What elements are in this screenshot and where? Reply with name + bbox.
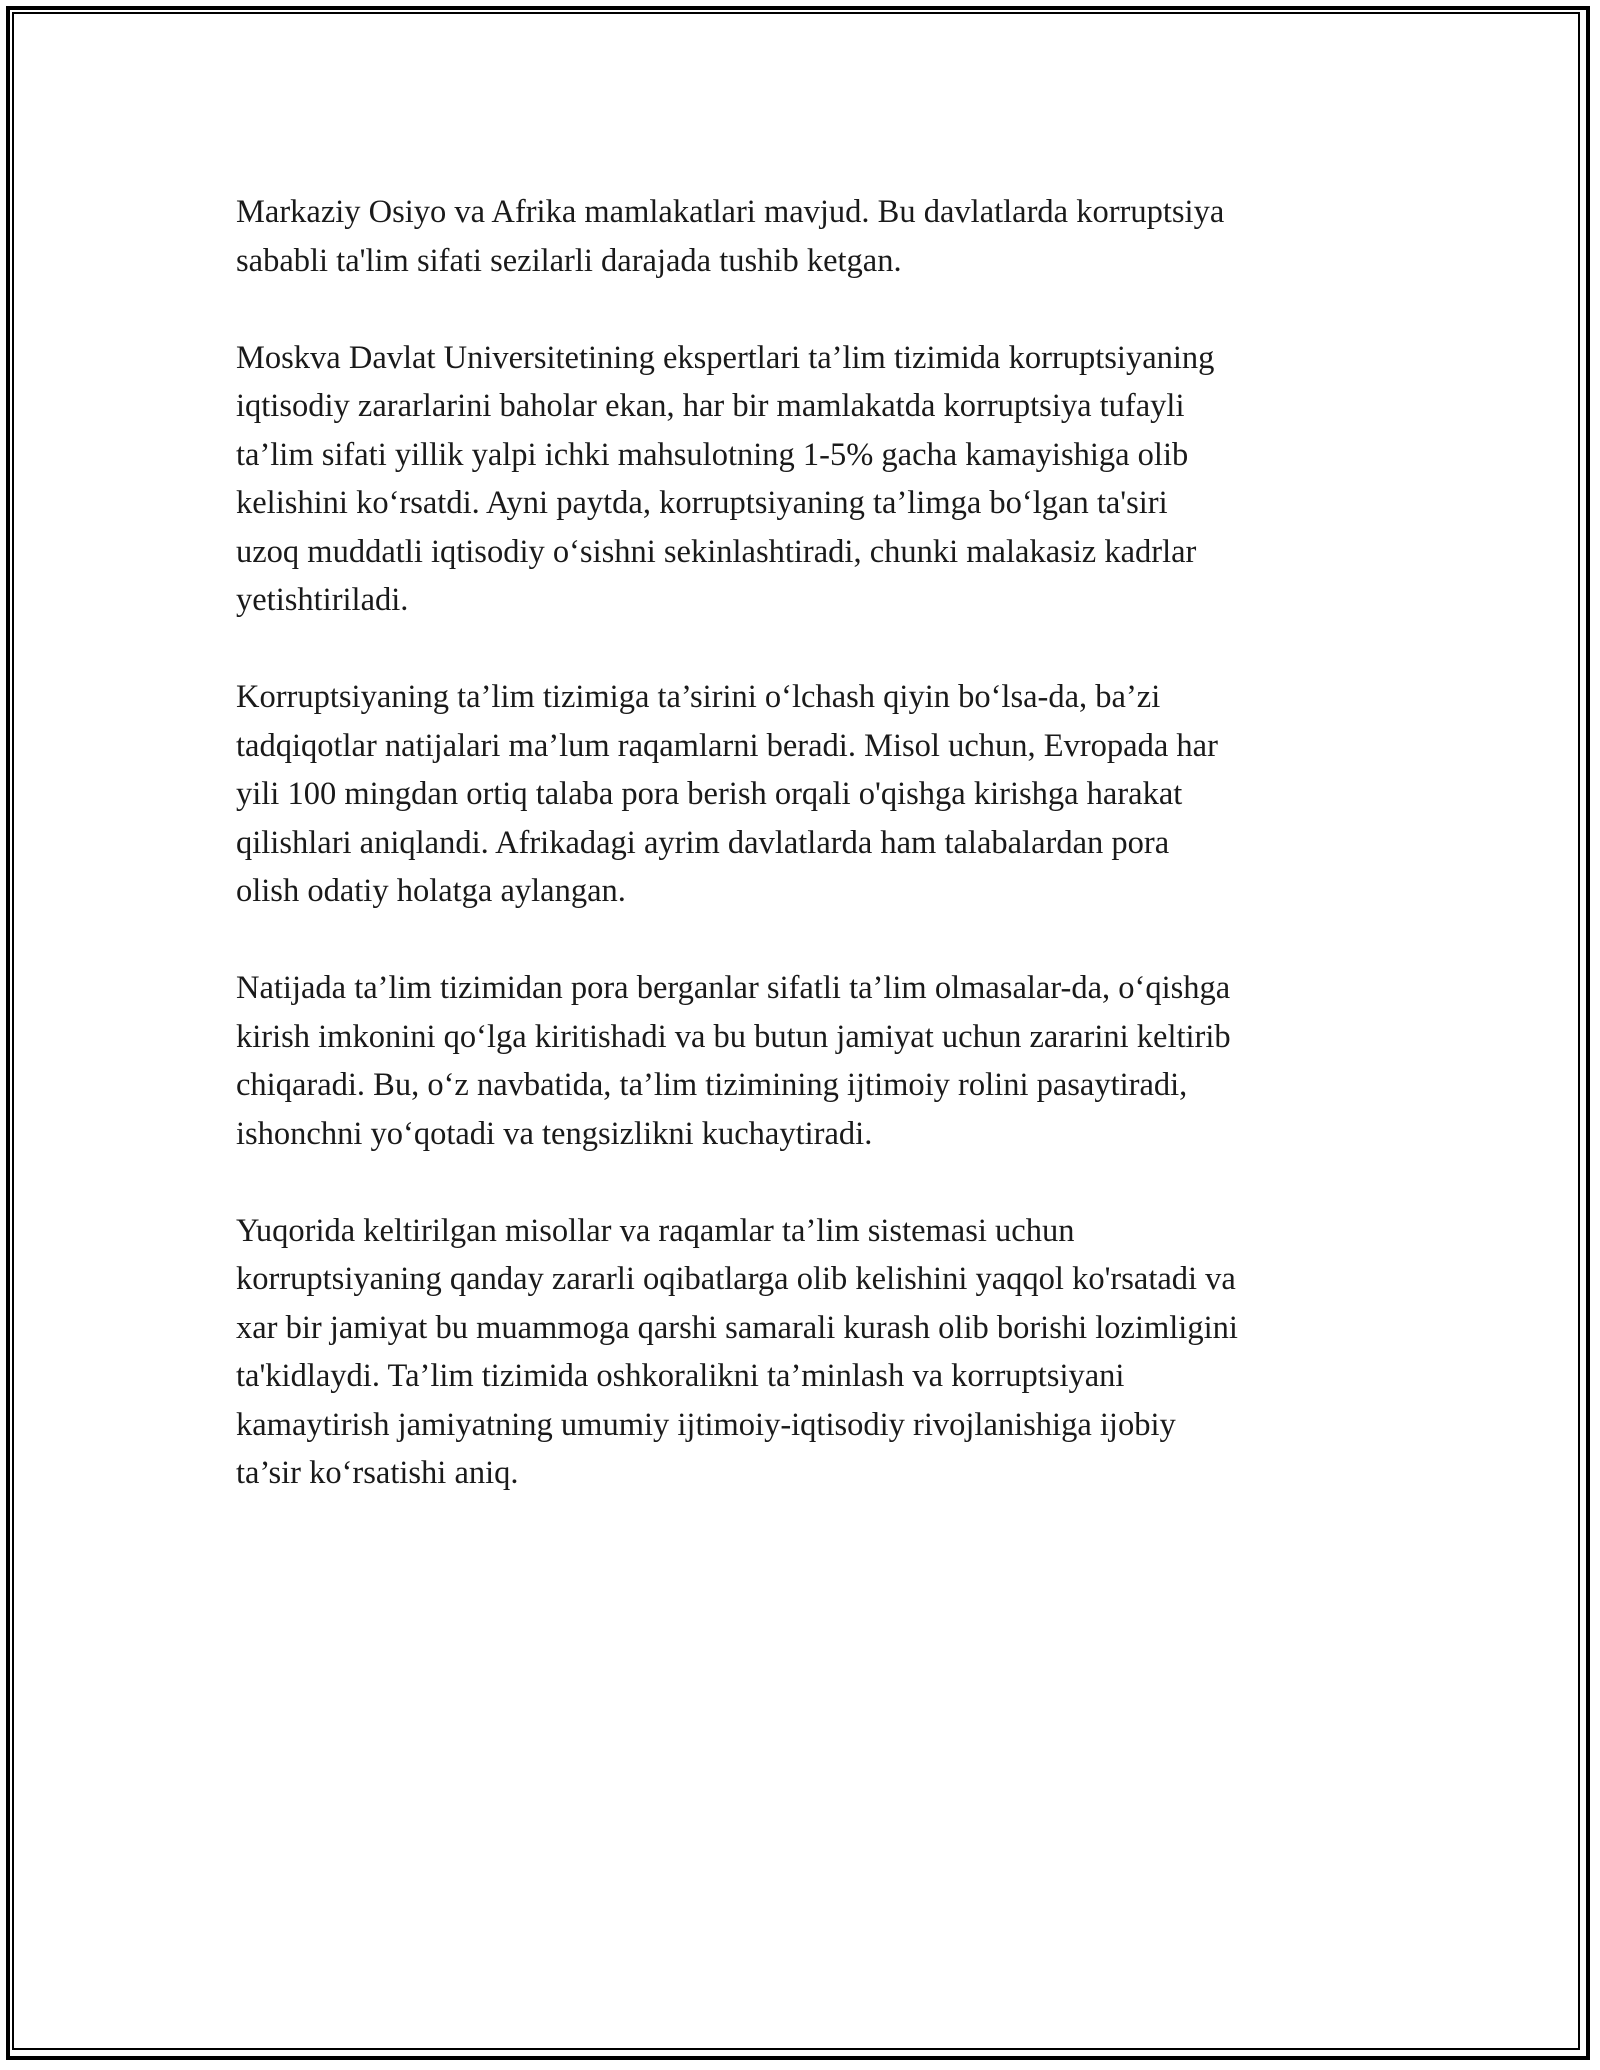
paragraph-1: Markaziy Osiyo va Afrika mamlakatlari mavjud. Bu davlatlarda korruptsiya sababli ta'lim sifati sezilarli darajada tushib ketgan. — [236, 194, 1225, 279]
paragraph-4: Natijada ta’lim tizimidan pora berganlar sifatli ta’lim olmasalar-da, o‘qishga kirish imkonini qo‘lga kiritishadi va bu butun jamiyat uchun zararini keltirib chiqaradi. Bu, o‘z navbatida, ta’lim tizimining ijtimoiy rolini pasaytiradi, ishonchni yo‘qotadi va tengsizlikni kuchaytiradi. — [236, 970, 1231, 1152]
document-body — [236, 188, 1386, 1546]
paragraph-5: Yuqorida keltirilgan misollar va raqamlar ta’lim sistemasi uchun korruptsiyaning qanday zararli oqibatlarga olib kelishini yaqqol ko'rsatadi va xar bir jamiyat bu muammoga qarshi samarali kurash olib borishi lozimligini ta'kidlaydi. Ta’lim tizimida oshkoralikni ta’minlash va korruptsiyani kamaytirish jamiyatning umumiy ijtimoiy-iqtisodiy rivojlanishiga ijobiy ta’sir ko‘rsatishi aniq. — [236, 1212, 1238, 1491]
paragraph-3: Korruptsiyaning ta’lim tizimiga ta’sirini o‘lchash qiyin bo‘lsa-da, ba’zi tadqiqotlar natijalari ma’lum raqamlarni beradi. Misol uchun, Evropada har yili 100 mingdan ortiq talaba pora berish orqali o'qishga kirishga harakat qilishlari aniqlandi. Afrikadagi ayrim davlatlarda ham talabalardan pora olish odatiy holatga aylangan. — [236, 679, 1218, 909]
paragraph-2: Moskva Davlat Universitetining ekspertlari ta’lim tizimida korruptsiyaning iqtisodiy zararlarini baholar ekan, har bir mamlakatda korruptsiya tufayli ta’lim sifati yillik yalpi ichki mahsulotning 1-5% gacha kamayishiga olib kelishini ko‘rsatdi. Ayni paytda, korruptsiyaning ta’limga bo‘lgan ta'siri uzoq muddatli iqtisodiy o‘sishni sekinlashtiradi, chunki malakasiz kadrlar yetishtiriladi. — [236, 339, 1215, 618]
